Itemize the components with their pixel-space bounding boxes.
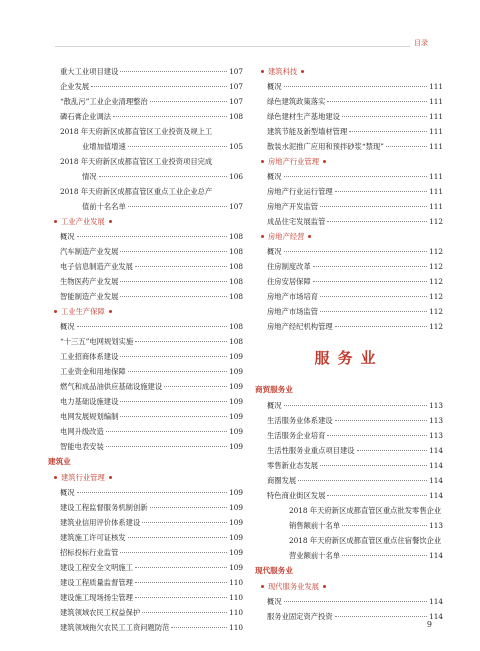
toc-entry-page: 113	[429, 416, 443, 425]
leader-dots	[120, 356, 227, 357]
toc-entry[interactable]	[255, 304, 443, 319]
toc-entry-page: 107	[229, 82, 243, 91]
toc-entry[interactable]	[48, 545, 243, 560]
bullet-icon	[323, 160, 326, 163]
toc-entry-page: 109	[229, 382, 243, 391]
toc-entry-title: 值前十名名单	[82, 202, 126, 211]
toc-right-column	[255, 64, 443, 624]
toc-entry[interactable]	[255, 503, 443, 518]
leader-dots	[313, 281, 427, 282]
toc-entry-page: 111	[429, 112, 443, 121]
toc-entry[interactable]	[255, 79, 443, 94]
toc-entry[interactable]	[48, 184, 243, 199]
toc-entry-page: 113	[429, 431, 443, 440]
leader-dots	[120, 552, 227, 553]
toc-entry-page: 111	[429, 127, 443, 136]
leader-dots	[386, 146, 427, 147]
toc-entry-page: 114	[429, 476, 443, 485]
running-header: 目录	[410, 38, 432, 48]
bullet-icon	[301, 70, 304, 73]
leader-dots	[128, 146, 227, 147]
toc-entry[interactable]	[48, 439, 243, 454]
toc-entry-title: 建筑施工许可证核发	[60, 533, 126, 542]
toc-entry[interactable]	[255, 214, 443, 229]
toc-subsection-heading	[48, 470, 243, 485]
leader-dots	[135, 567, 227, 568]
toc-entry-page: 107	[229, 202, 243, 211]
leader-dots	[113, 116, 227, 117]
toc-entry[interactable]	[48, 620, 243, 635]
toc-entry-title: 电力基础设施建设	[60, 397, 119, 406]
toc-entry-page: 111	[429, 142, 443, 151]
toc-entry[interactable]	[255, 533, 443, 548]
leader-dots	[128, 371, 227, 372]
toc-entry-title: “散乱污”工业企业清理整治	[60, 97, 148, 106]
toc-entry[interactable]	[48, 590, 243, 605]
toc-entry-title: 绿色建筑政策落实	[267, 97, 326, 106]
toc-entry-page: 107	[229, 97, 243, 106]
bullet-icon	[308, 235, 311, 238]
leader-dots	[342, 555, 427, 556]
toc-entry-title: 概况	[267, 82, 282, 91]
toc-entry-page: 108	[229, 322, 243, 331]
leader-dots	[349, 131, 427, 132]
toc-entry[interactable]	[255, 413, 443, 428]
toc-entry[interactable]	[48, 394, 243, 409]
toc-entry-page: 109	[229, 397, 243, 406]
leader-dots	[106, 446, 227, 447]
leader-dots	[327, 495, 427, 496]
toc-entry-title: 情况	[82, 172, 97, 181]
toc-entry[interactable]	[48, 274, 243, 289]
toc-entry[interactable]	[48, 409, 243, 424]
leader-dots	[327, 435, 427, 436]
page-number: 9	[426, 620, 432, 629]
toc-entry[interactable]	[255, 443, 443, 458]
toc-entry-title: 电网升级改造	[60, 427, 104, 436]
toc-entry[interactable]	[48, 500, 243, 515]
toc-entry[interactable]	[48, 64, 243, 79]
toc-entry-page: 111	[429, 97, 443, 106]
toc-entry-page: 114	[429, 461, 443, 470]
toc-section-heading: 现代服务业	[255, 566, 293, 575]
toc-entry-page: 114	[429, 446, 443, 455]
toc-subsection-heading	[48, 214, 243, 229]
toc-entry[interactable]	[48, 319, 243, 334]
toc-entry-title: 房地产行业运行管理	[267, 187, 333, 196]
toc-entry[interactable]	[48, 485, 243, 500]
toc-entry-title: 智能制造产业发展	[60, 292, 119, 301]
toc-entry-title: 建设施工现场扬尘管理	[60, 593, 133, 602]
toc-entry[interactable]	[48, 605, 243, 620]
toc-entry-page: 110	[229, 593, 243, 602]
toc-entry-title: 2018 年天府新区成都直管区工业投资及规上工	[60, 127, 213, 136]
toc-entry-title: 散装水泥推广应用和预拌砂浆“禁现”	[267, 142, 384, 151]
bullet-icon	[109, 476, 112, 479]
toc-entry[interactable]	[48, 94, 243, 109]
toc-entry-title: 生物医药产业发展	[60, 277, 119, 286]
toc-entry-page: 112	[429, 277, 443, 286]
leader-dots	[284, 601, 427, 602]
toc-subsection-heading	[255, 154, 443, 169]
toc-entry-page: 112	[429, 292, 443, 301]
toc-entry-page: 114	[429, 612, 443, 621]
leader-dots	[120, 251, 227, 252]
leader-dots	[284, 251, 427, 252]
toc-entry-page: 108	[229, 292, 243, 301]
bullet-icon	[54, 476, 57, 479]
toc-entry-title: 特色商业街区发展	[267, 491, 326, 500]
bullet-icon	[54, 310, 57, 313]
toc-entry-page: 105	[229, 142, 243, 151]
toc-entry[interactable]	[255, 289, 443, 304]
toc-entry[interactable]	[255, 199, 443, 214]
leader-dots	[135, 341, 227, 342]
leader-dots	[150, 507, 228, 508]
leader-dots	[77, 326, 227, 327]
bullet-icon	[261, 235, 264, 238]
toc-entry-title: 零售新业态发展	[267, 461, 319, 470]
leader-dots	[128, 537, 227, 538]
toc-subsection-heading	[48, 304, 243, 319]
toc-section-heading: 商贸服务业	[255, 385, 293, 394]
toc-entry-page: 114	[429, 597, 443, 606]
toc-entry[interactable]	[48, 259, 243, 274]
bullet-icon	[261, 585, 264, 588]
toc-entry-page: 111	[429, 187, 443, 196]
toc-entry[interactable]	[48, 334, 243, 349]
toc-subsection-heading	[255, 64, 443, 79]
leader-dots	[142, 612, 227, 613]
leader-dots	[313, 266, 427, 267]
toc-entry-page: 111	[429, 82, 443, 91]
toc-entry-title: 概况	[267, 401, 282, 410]
toc-entry-title: 销售额前十名单	[289, 521, 341, 530]
toc-entry-page: 114	[429, 551, 443, 560]
toc-entry[interactable]	[48, 154, 243, 169]
toc-entry-title: 电网发展规划编制	[60, 412, 119, 421]
toc-entry[interactable]	[255, 169, 443, 184]
toc-entry-page: 109	[229, 367, 243, 376]
toc-entry-page: 112	[429, 307, 443, 316]
leader-dots	[135, 597, 227, 598]
toc-entry[interactable]	[48, 139, 243, 154]
toc-entry-page: 112	[429, 322, 443, 331]
toc-entry-title: 汽车制造产业发展	[60, 247, 119, 256]
leader-dots	[135, 582, 227, 583]
toc-entry-title: 概况	[60, 488, 75, 497]
toc-entry-page: 111	[429, 172, 443, 181]
toc-entry-title: 建筑节能及新型墙材管理	[267, 127, 348, 136]
chapter-title: 服务业	[314, 349, 384, 367]
toc-entry-page: 113	[429, 401, 443, 410]
toc-entry-title: 建筑领域农民工权益保护	[60, 608, 141, 617]
toc-entry-page: 109	[229, 503, 243, 512]
leader-dots	[284, 176, 427, 177]
toc-entry[interactable]	[255, 594, 443, 609]
toc-subsection-heading	[255, 229, 443, 244]
toc-entry-page: 108	[229, 112, 243, 121]
toc-entry[interactable]	[255, 609, 443, 624]
leader-dots	[320, 311, 427, 312]
toc-entry-title: 营业额前十名单	[289, 551, 341, 560]
toc-entry-page: 109	[229, 442, 243, 451]
toc-entry-page: 109	[229, 412, 243, 421]
toc-entry-page: 108	[229, 232, 243, 241]
toc-entry-title: 2018 年天府新区成都直管区工业投资项目完成	[60, 157, 213, 166]
leader-dots	[150, 101, 227, 102]
toc-entry-title: 概况	[267, 247, 282, 256]
toc-entry[interactable]	[255, 473, 443, 488]
toc-entry-page: 110	[229, 608, 243, 617]
leader-dots	[335, 420, 427, 421]
toc-entry-title: 工业资金和用地保障	[60, 367, 126, 376]
leader-dots	[335, 616, 427, 617]
leader-dots	[320, 296, 427, 297]
toc-entry-page: 110	[229, 623, 243, 632]
toc-subsection-title: 房地产行业管理	[268, 157, 320, 166]
toc-entry-title: 建设工程监督服务机制创新	[60, 503, 148, 512]
toc-entry-title: 房地产市场培育	[267, 292, 319, 301]
toc-entry-page: 111	[429, 202, 443, 211]
toc-entry-page: 109	[229, 548, 243, 557]
toc-entry-title: 2018 年天府新区成都直管区重点批发零售企业	[289, 506, 442, 515]
toc-entry-title: 建筑业信用评价体系建设	[60, 518, 141, 527]
toc-entry[interactable]	[255, 184, 443, 199]
toc-entry-title: 建设工程安全文明施工	[60, 563, 133, 572]
toc-entry-title: 概况	[267, 597, 282, 606]
toc-entry-title: 企业发展	[60, 82, 90, 91]
toc-entry-page: 109	[229, 427, 243, 436]
leader-dots	[298, 480, 427, 481]
toc-entry[interactable]	[255, 428, 443, 443]
toc-entry-title: 房地产市场监管	[267, 307, 319, 316]
bullet-icon	[323, 585, 326, 588]
toc-entry-page: 110	[229, 578, 243, 587]
toc-subsection-heading	[255, 579, 443, 594]
header-rule	[55, 46, 425, 47]
toc-entry-title: 建筑领域拖欠农民工工资问题防范	[60, 623, 170, 632]
leader-dots	[357, 450, 428, 451]
toc-entry-title: 生活服务业体系建设	[267, 416, 333, 425]
toc-entry-title: “十三五”电网规划实施	[60, 337, 134, 346]
leader-dots	[120, 401, 227, 402]
toc-entry[interactable]	[48, 289, 243, 304]
leader-dots	[99, 176, 227, 177]
leader-dots	[284, 405, 427, 406]
leader-dots	[77, 492, 227, 493]
toc-entry-title: 生活性服务业重点项目建设	[267, 446, 355, 455]
toc-entry-page: 108	[229, 277, 243, 286]
leader-dots	[120, 416, 227, 417]
toc-subsection-title: 工业产业发展	[61, 217, 105, 226]
toc-entry[interactable]	[48, 169, 243, 184]
leader-dots	[342, 525, 427, 526]
leader-dots	[335, 191, 427, 192]
toc-entry[interactable]	[255, 458, 443, 473]
toc-entry[interactable]	[48, 244, 243, 259]
toc-entry-title: 概况	[60, 232, 75, 241]
toc-entry[interactable]	[255, 259, 443, 274]
toc-entry-page: 108	[229, 262, 243, 271]
toc-left-column	[48, 64, 243, 635]
toc-entry-title: 概况	[267, 172, 282, 181]
toc-entry[interactable]	[48, 530, 243, 545]
toc-entry-title: 燃气和成品油供应基础设施建设	[60, 382, 163, 391]
leader-dots	[164, 386, 227, 387]
toc-entry-title: 生活服务企业培育	[267, 431, 326, 440]
toc-subsection-title: 建筑行业管理	[61, 473, 105, 482]
toc-section-heading: 建筑业	[48, 457, 71, 466]
toc-entry-title: 工业招商体系建设	[60, 352, 119, 361]
toc-entry[interactable]	[255, 124, 443, 139]
leader-dots	[120, 71, 227, 72]
toc-entry[interactable]	[255, 139, 443, 154]
toc-entry[interactable]	[255, 109, 443, 124]
toc-entry[interactable]	[255, 319, 443, 334]
toc-entry[interactable]	[48, 560, 243, 575]
toc-entry-title: 住房制度改革	[267, 262, 311, 271]
toc-entry[interactable]	[48, 229, 243, 244]
toc-entry-title: 业增加值增速	[82, 142, 126, 151]
toc-entry-page: 108	[229, 337, 243, 346]
toc-subsection-title: 建筑科技	[268, 67, 298, 76]
toc-entry-page: 113	[429, 521, 443, 530]
toc-entry-title: 磷石膏企业调法	[60, 112, 112, 121]
toc-entry-title: 房地产开发监管	[267, 202, 319, 211]
toc-entry[interactable]	[255, 518, 443, 533]
toc-subsection-title: 工业生产保障	[61, 307, 105, 316]
toc-entry-page: 112	[429, 217, 443, 226]
toc-entry-page: 109	[229, 563, 243, 572]
toc-entry[interactable]	[48, 79, 243, 94]
toc-entry[interactable]	[48, 515, 243, 530]
toc-entry[interactable]	[48, 349, 243, 364]
toc-entry[interactable]	[48, 199, 243, 214]
bullet-icon	[261, 70, 264, 73]
toc-subsection-title: 房地产经营	[268, 232, 305, 241]
toc-entry[interactable]	[255, 488, 443, 503]
toc-entry-page: 109	[229, 488, 243, 497]
toc-entry-title: 商圈发展	[267, 476, 297, 485]
toc-entry-title: 招标投标行业监管	[60, 548, 119, 557]
toc-entry-title: 概况	[60, 322, 75, 331]
leader-dots	[135, 266, 227, 267]
toc-entry[interactable]	[48, 379, 243, 394]
toc-entry-title: 2018 年天府新区成都直管区重点工业企业总产	[60, 187, 213, 196]
toc-entry-title: 智能电表安装	[60, 442, 104, 451]
leader-dots	[91, 86, 227, 87]
toc-entry-page: 108	[229, 247, 243, 256]
toc-entry-title: 服务业固定资产投资	[267, 612, 333, 621]
bullet-icon	[261, 160, 264, 163]
toc-entry-page: 114	[429, 491, 443, 500]
toc-entry-title: 重大工业项目建设	[60, 67, 119, 76]
leader-dots	[335, 326, 427, 327]
toc-entry[interactable]	[48, 364, 243, 379]
bullet-icon	[109, 310, 112, 313]
leader-dots	[77, 236, 227, 237]
toc-entry[interactable]	[255, 548, 443, 563]
toc-entry-page: 106	[229, 172, 243, 181]
leader-dots	[106, 431, 227, 432]
toc-entry[interactable]	[255, 244, 443, 259]
toc-entry-page: 112	[429, 247, 443, 256]
toc-entry-page: 107	[229, 67, 243, 76]
toc-entry-title: 绿色建材生产基地建设	[267, 112, 340, 121]
toc-entry-page: 112	[429, 262, 443, 271]
leader-dots	[284, 86, 427, 87]
toc-entry-page: 109	[229, 533, 243, 542]
leader-dots	[142, 522, 227, 523]
toc-entry-title: 电子信息制造产业发展	[60, 262, 133, 271]
leader-dots	[320, 206, 427, 207]
toc-entry-title: 建设工程质量监督管理	[60, 578, 133, 587]
leader-dots	[342, 116, 427, 117]
leader-dots	[171, 627, 227, 628]
leader-dots	[120, 281, 227, 282]
toc-entry-title: 住房安居保障	[267, 277, 311, 286]
leader-dots	[128, 206, 227, 207]
toc-entry[interactable]	[48, 109, 243, 124]
toc-entry-title: 2018 年天府新区成都直管区重点住宿餐饮企业	[289, 536, 442, 545]
toc-entry[interactable]	[255, 398, 443, 413]
leader-dots	[327, 101, 427, 102]
bullet-icon	[54, 220, 57, 223]
leader-dots	[320, 465, 427, 466]
toc-entry[interactable]	[48, 424, 243, 439]
toc-entry-title: 成品住宅发展监管	[267, 217, 326, 226]
toc-subsection-title: 现代服务业发展	[268, 582, 320, 591]
toc-entry-page: 109	[229, 518, 243, 527]
leader-dots	[327, 221, 427, 222]
toc-entry[interactable]	[255, 274, 443, 289]
toc-entry[interactable]	[48, 124, 243, 139]
bullet-icon	[109, 220, 112, 223]
leader-dots	[120, 296, 227, 297]
toc-entry-page: 109	[229, 352, 243, 361]
toc-entry-title: 房地产经纪机构管理	[267, 322, 333, 331]
toc-entry[interactable]	[255, 94, 443, 109]
toc-entry[interactable]	[48, 575, 243, 590]
